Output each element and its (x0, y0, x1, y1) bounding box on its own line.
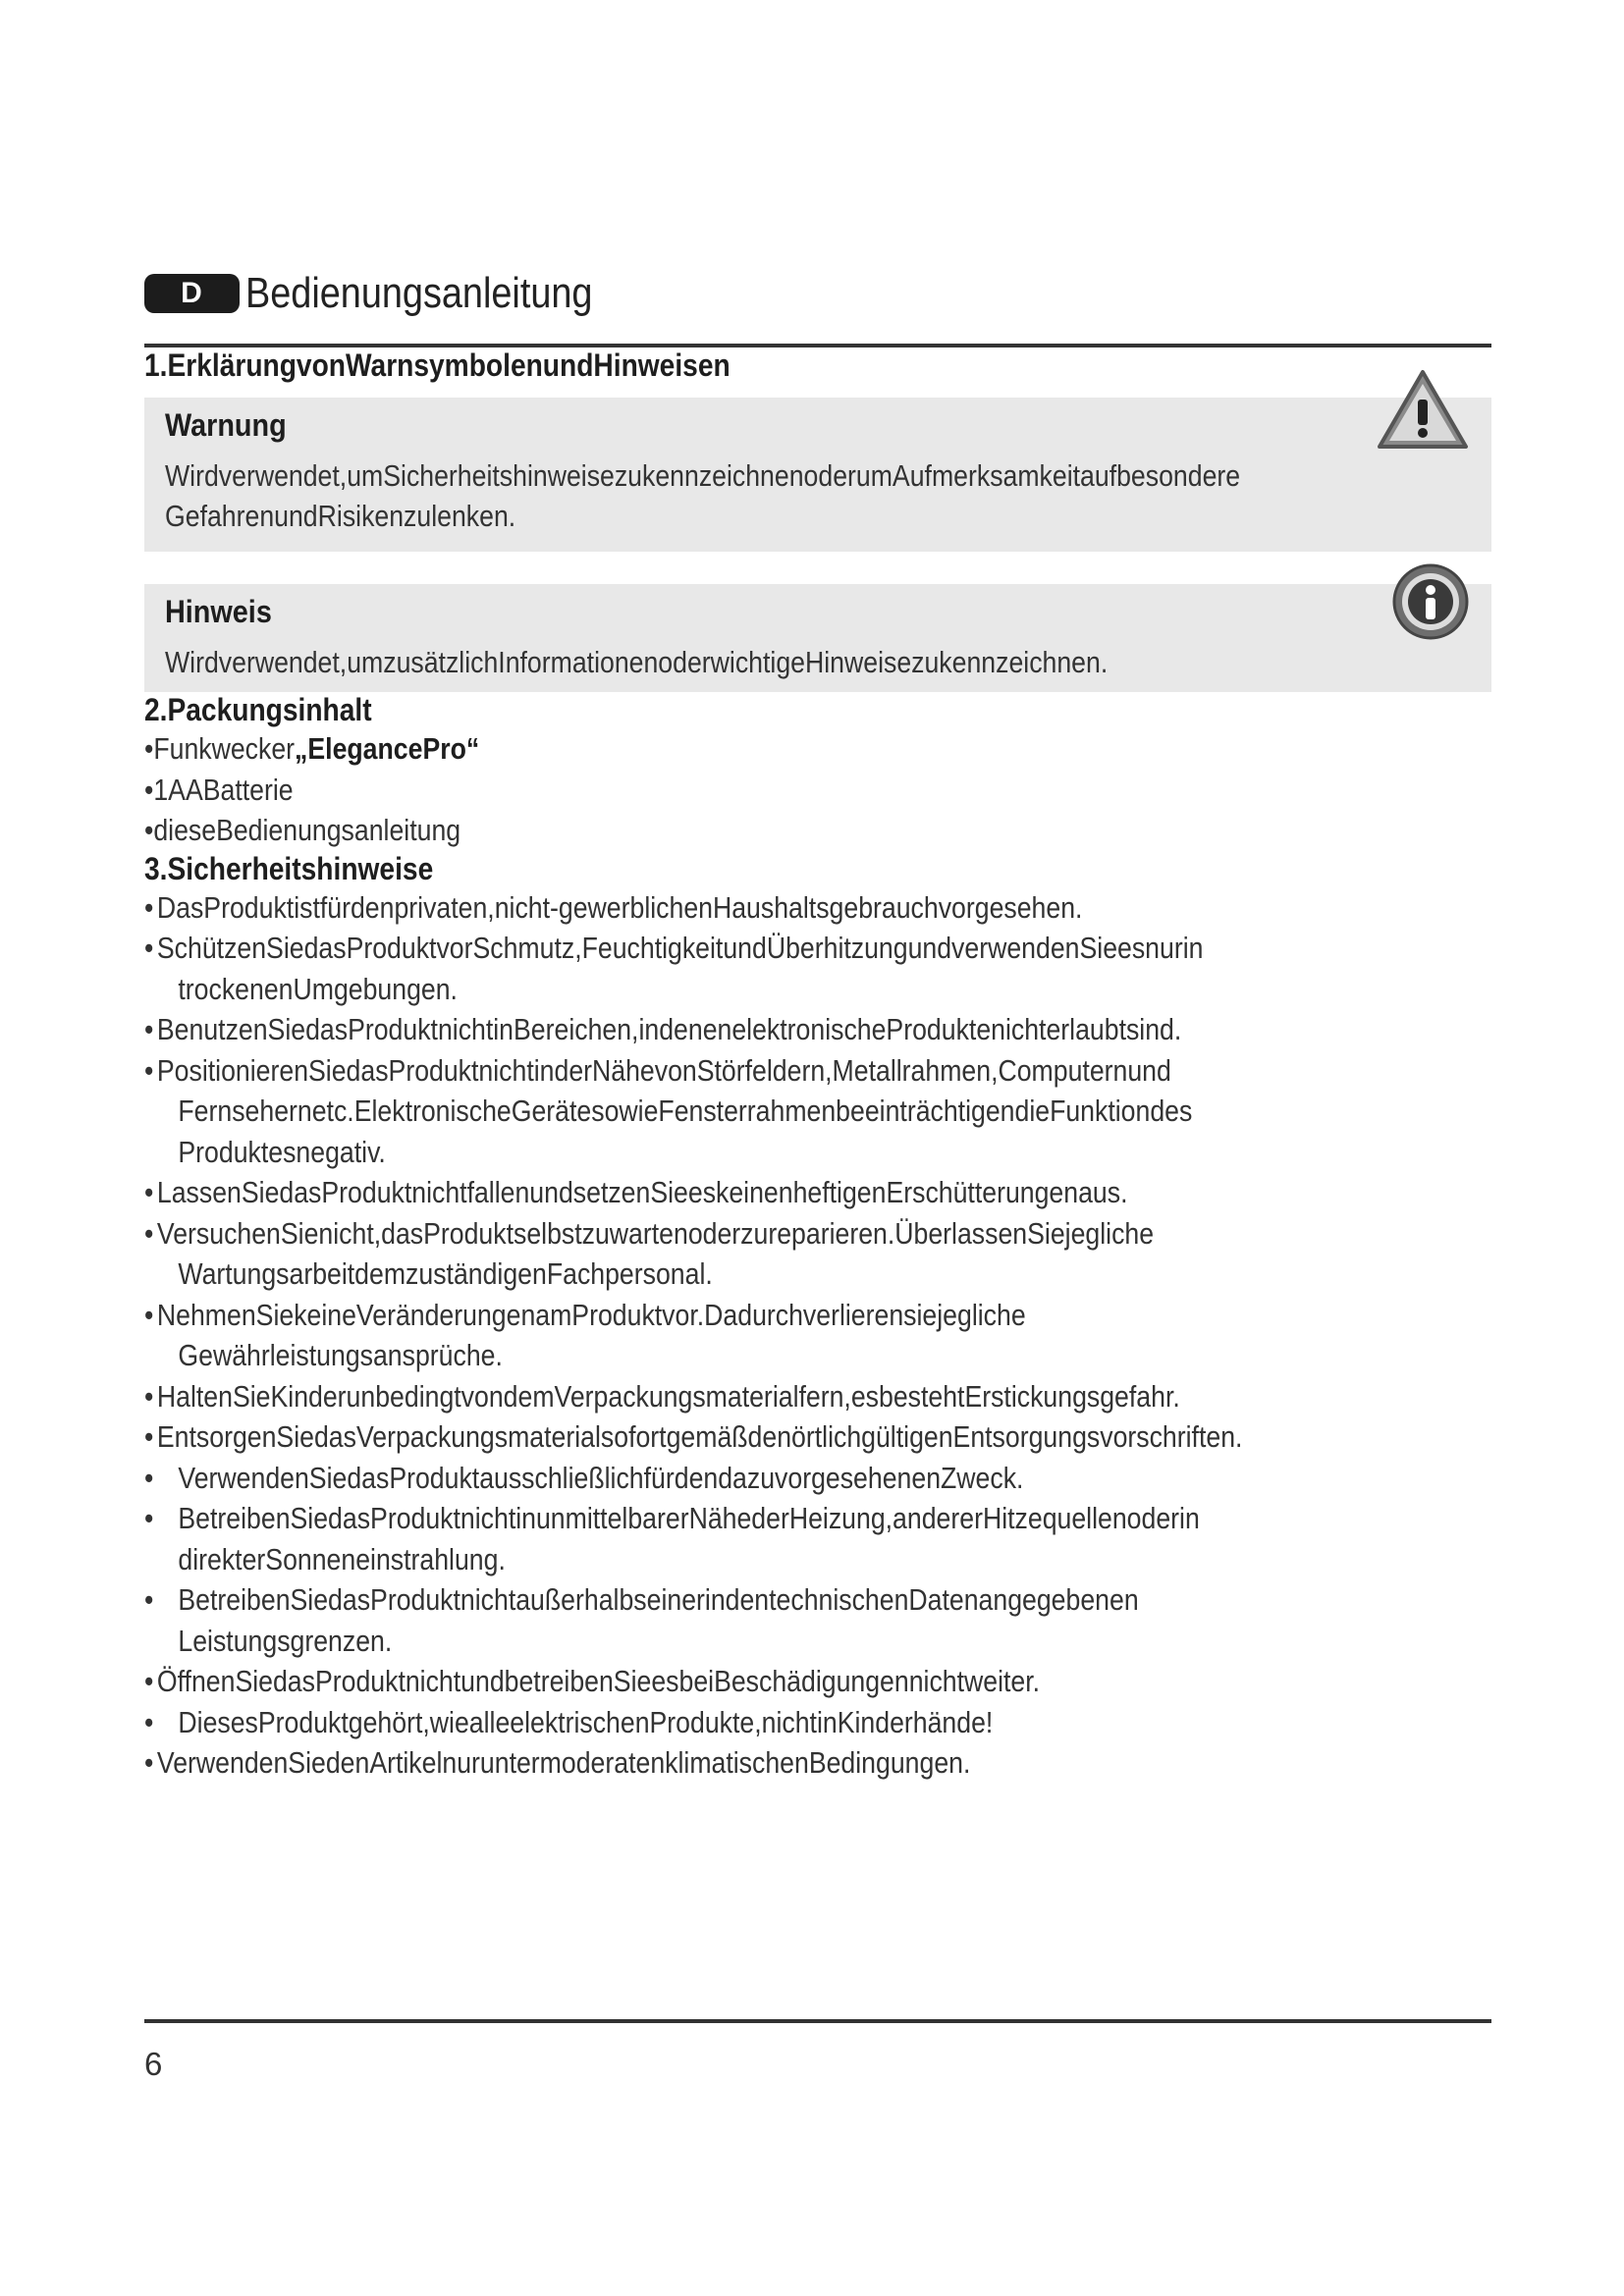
warning-title: Warnung (165, 407, 287, 443)
document-title: Bedienungsanleitung (245, 269, 593, 317)
warning-text: Wirdverwendet,umSicherheitshinweisezukennzeichnenoderumAufmerksamkeitaufbesondere GefahrenundRisikenzulenken. (165, 458, 1241, 533)
list-item-continuation: Leistungsgrenzen. (178, 1623, 393, 1658)
list-item: •dieseBedienungsanleitung (144, 813, 461, 847)
section-1-heading: 1.ErklärungvonWarnsymbolenundHinweisen (144, 347, 731, 383)
warning-triangle-icon (1376, 368, 1470, 451)
list-item-text: DiesesProduktgehört,wiealleelektrischenProdukte,nichtinKinderhände! (178, 1704, 994, 1739)
list-item-text: VerwendenSiedasProduktausschließlichfürdendazuvorgesehenenZweck. (178, 1460, 1024, 1495)
list-item-text: ÖffnenSiedasProduktnichtundbetreibenSieesbeiBeschädigungennichtweiter. (156, 1664, 1041, 1698)
list-item-text: VerwendenSiedenArtikelnuruntermoderatenklimatischenBedingungen. (156, 1745, 971, 1780)
package-contents-list (144, 728, 1491, 851)
list-item-continuation: Gewährleistungsansprüche. (178, 1338, 503, 1372)
list-item-continuation: direkterSonneneinstrahlung. (178, 1541, 506, 1576)
section-2-heading: 2.Packungsinhalt (144, 692, 372, 727)
list-item: •1AABatterie (144, 772, 294, 807)
list-item-text: BetreibenSiedasProduktnichtaußerhalbseinerindentechnischenDatenangegebenen (178, 1582, 1139, 1617)
warning-box (144, 398, 1491, 552)
list-item (144, 1702, 1394, 1743)
list-item (144, 1213, 1394, 1295)
list-item-text: VersuchenSienicht,dasProduktselbstzuwartenoderzureparieren.ÜberlassenSiejegliche (156, 1215, 1155, 1251)
list-item-text: •Funkwecker (144, 731, 296, 766)
list-item (144, 1295, 1394, 1376)
list-item (144, 1050, 1394, 1173)
list-item (144, 1661, 1394, 1702)
list-item-text: SchützenSiedasProduktvorSchmutz,FeuchtigkeitundÜberhitzungundverwendenSieesnurin (156, 931, 1204, 965)
list-item-continuation: trockenenUmgebungen. (178, 971, 458, 1006)
list-item-continuation: WartungsarbeitdemzuständigenFachpersonal. (178, 1256, 713, 1291)
section-3-heading: 3.Sicherheitshinweise (144, 850, 434, 886)
list-item-text: BetreibenSiedasProduktnichtinunmittelbarerNähederHeizung,andererHitzequellenoderin (178, 1501, 1200, 1535)
list-item (144, 1498, 1394, 1579)
language-badge: D (144, 274, 240, 313)
list-item-text: PositionierenSiedasProduktnichtinderNähevonStörfeldern,Metallrahmen,Computernund (156, 1052, 1171, 1088)
list-item-text: HaltenSieKinderunbedingtvondemVerpackungsmaterialfern,esbestehtErstickungsgefahr. (156, 1378, 1180, 1414)
list-item (144, 1009, 1394, 1050)
list-item (144, 1742, 1394, 1784)
list-item (144, 928, 1394, 1009)
list-item (144, 1458, 1394, 1499)
manual-page (144, 265, 1491, 1784)
page-number: 6 (144, 2046, 163, 2082)
list-item-continuation: Fernsehernetc.ElektronischeGerätesowieFensterrahmenbeeinträchtigendieFunktiondes Produktesnegativ. (178, 1094, 1193, 1169)
hint-box (144, 584, 1491, 692)
list-item-text: NehmenSiekeineVeränderungenamProduktvor.Dadurchverlierensiejegliche (156, 1297, 1026, 1332)
document-header (144, 265, 1491, 322)
list-item (144, 1376, 1394, 1417)
list-item (144, 887, 1394, 929)
safety-instructions-list (144, 887, 1491, 1784)
footer-divider (144, 2019, 1491, 2023)
list-item (144, 1172, 1394, 1213)
list-item-text: EntsorgenSiedasVerpackungsmaterialsofortgemäßdenörtlichgültigenEntsorgungsvorschriften. (156, 1419, 1243, 1454)
hint-text: Wirdverwendet,umzusätzlichInformationenoderwichtigeHinweisezukennzeichnen. (165, 645, 1109, 679)
list-item (144, 728, 1303, 770)
list-item-text: LassenSiedasProduktnichtfallenundsetzenSieeskeinenheftigenErschütterungenaus. (156, 1175, 1128, 1209)
list-item-text: DasProduktistfürdenprivaten,nicht-gewerblichenHaushaltsgebrauchvorgesehen. (156, 889, 1083, 925)
product-name: „ElegancePro“ (295, 731, 480, 766)
list-item (144, 1579, 1394, 1661)
list-item-text: BenutzenSiedasProduktnichtinBereichen,indenenelektronischeProduktenichterlaubtsind. (156, 1012, 1182, 1046)
info-circle-icon (1391, 562, 1470, 641)
list-item (144, 1416, 1394, 1458)
hint-title: Hinweis (165, 594, 272, 629)
